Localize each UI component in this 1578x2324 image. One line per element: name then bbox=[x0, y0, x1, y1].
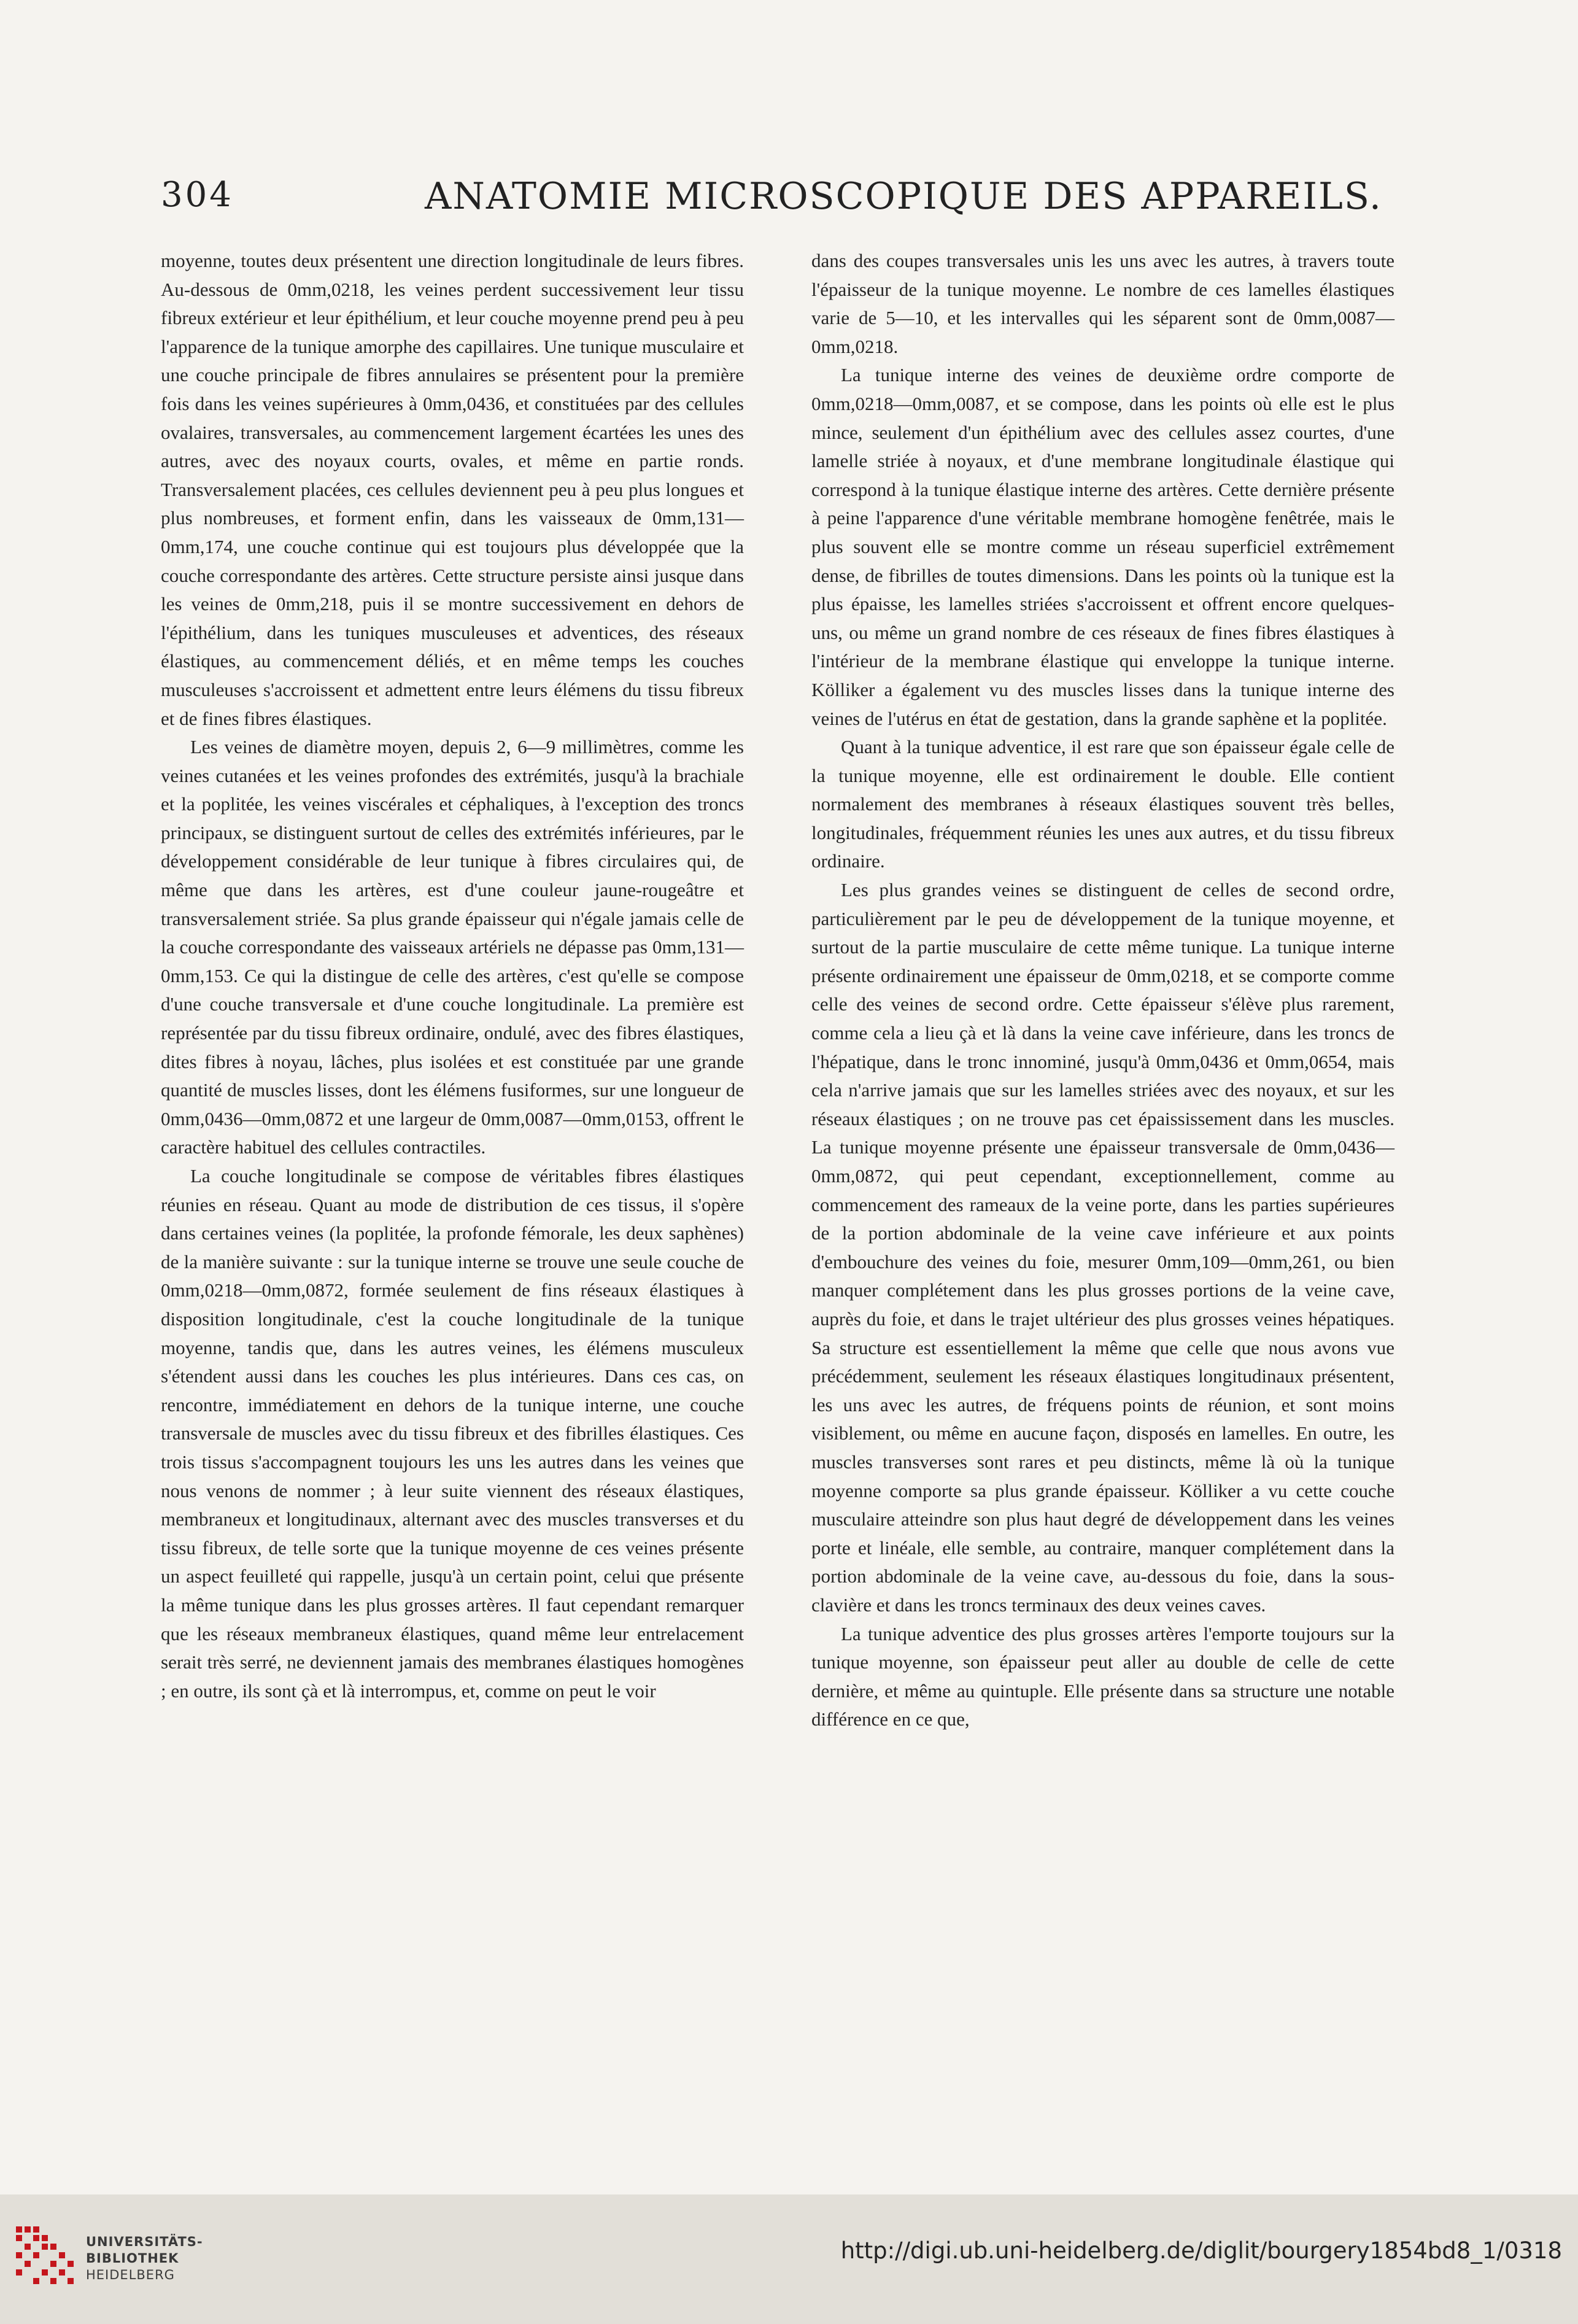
paragraph: dans des coupes transversales unis les uns avec les autres, à travers toute l'épaisseur de la tunique moyenne. Le nombre de ces lamelles élastiques varie de 5—10, et les intervalles qui les séparent sont de 0mm,0087—0mm,0218. bbox=[811, 250, 1394, 357]
paragraph: Quant à la tunique adventice, il est rare que son épaisseur égale celle de la tunique moyenne, elle est ordinairement le double. Elle contient normalement des membranes à réseaux élastiques souvent très belles, longitudinales, fréquemment réunies les unes aux autres, et du tissu fibreux ordinaire. bbox=[811, 736, 1394, 872]
page-header bbox=[161, 175, 1407, 236]
university-library-logo-icon bbox=[16, 2226, 79, 2289]
running-title: ANATOMIE MICROSCOPIQUE DES APPAREILS. bbox=[425, 175, 1382, 218]
left-column bbox=[161, 247, 744, 1705]
right-column bbox=[811, 247, 1394, 1734]
library-name-line: UNIVERSITÄTS- bbox=[86, 2234, 203, 2249]
library-name-line: BIBLIOTHEK bbox=[86, 2251, 179, 2266]
paragraph: Les veines de diamètre moyen, depuis 2, 6—9 millimètres, comme les veines cutanées et les veines profondes des extrémités, jusqu'à la brachiale et la poplitée, les veines viscérales et céphaliques, à l'exception des troncs principaux, se distinguent surtout de celles des extrémités inférieures, par le développement considérable de leur tunique à fibres circulaires qui, de même que dans les artères, est d'une couleur jaune-rougeâtre et transversalement striée. Sa plus grande épaisseur qui n'égale jamais celle de la couche correspondante des vaisseaux artériels ne dépasse pas 0mm,131—0mm,153. Ce qui la distingue de celle des artères, c'est qu'elle se compose d'une couche transversale et d'une couche longitudinale. La première est représentée par du tissu fibreux ordinaire, ondulé, avec des fibres élastiques, dites fibres à noyau, lâches, plus isolées et est constituée par une grande quantité de muscles lisses, dont les élémens fusiformes, sur une longueur de 0mm,0436—0mm,0872 et une largeur de 0mm,0087—0mm,0153, offrent le caractère habituel des cellules contractiles. bbox=[161, 736, 744, 1158]
paragraph: Les plus grandes veines se distinguent de celles de second ordre, particulièrement par le peu de développement de la tunique moyenne, et surtout de la partie musculaire de cette même tunique. La tunique interne présente ordinairement une épaisseur de 0mm,0218, et se comporte comme celle des veines de second ordre. Cette épaisseur s'élève plus rarement, comme cela a lieu çà et là dans la veine cave inférieure, dans les troncs de l'hépatique, dans le tronc innominé, jusqu'à 0mm,0436 et 0mm,0654, mais cela n'arrive jamais que sur les lamelles striées avec des noyaux, et sur les réseaux élastiques ; on ne trouve pas cet épaississement dans les muscles. La tunique moyenne présente une épaisseur transversale de 0mm,0436—0mm,0872, qui peut cependant, exceptionnellement, comme au commencement des rameaux de la veine porte, dans les parties supérieures de la portion abdominale de la veine cave inférieure et aux points d'embouchure des veines du foie, mesurer 0mm,109—0mm,261, ou bien manquer complétement dans les plus grosses portions de la veine cave, auprès du foie, et dans le trajet ultérieur des plus grosses veines hépatiques. Sa structure est essentiellement la même que celle que nous avons vue précédemment, seulement les réseaux élastiques longitudinaux présentent, les uns avec les autres, de fréquens points de réunion, et sont moins visiblement, ou même en aucune façon, disposés en lamelles. En outre, les muscles transverses sont rares et peu distincts, même là où la tunique moyenne comporte sa plus grande épaisseur. Kölliker a vu cette couche musculaire atteindre son plus haut degré de développement dans les veines porte et linéale, elle semble, au contraire, manquer complétement dans la portion abdominale de la veine cave, au-dessous du foie, dans la sous-clavière et dans les troncs terminaux des deux veines caves. bbox=[811, 879, 1394, 1616]
paragraph: La tunique adventice des plus grosses artères l'emporte toujours sur la tunique moyenne, son épaisseur peut aller au double de celle de cette dernière, et même au quintuple. Elle présente dans sa structure une notable différence en ce que, bbox=[811, 1622, 1394, 1730]
source-url-link[interactable]: http://digi.ub.uni-heidelberg.de/diglit/bourgery1854bd8_1/0318 bbox=[840, 2237, 1562, 2264]
paragraph: moyenne, toutes deux présentent une direction longitudinale de leurs fibres. Au-dessous de 0mm,0218, les veines perdent successivement leur tissu fibreux extérieur et leur épithélium, et leur couche moyenne prend peu à peu l'apparence de la tunique amorphe des capillaires. Une tunique musculaire et une couche principale de fibres annulaires se présentent pour la première fois dans les veines supérieures à 0mm,0436, et constituées par des cellules ovalaires, transversales, au commencement largement écartées les unes des autres, avec des noyaux courts, ovales, et même en partie ronds. Transversalement placées, ces cellules deviennent peu à peu plus longues et plus nombreuses, et forment enfin, dans les vaisseaux de 0mm,131—0mm,174, une couche continue qui est toujours plus développée que la couche correspondante des artères. Cette structure persiste ainsi jusque dans les veines de 0mm,218, puis il se montre successivement en dehors de l'épithélium, dans les tuniques musculeuses et adventices, des réseaux élastiques, au commencement déliés, et en même temps les couches musculeuses s'accroissent et admettent entre leurs élémens du tissu fibreux et de fines fibres élastiques. bbox=[161, 250, 744, 729]
paragraph: La couche longitudinale se compose de véritables fibres élastiques réunies en réseau. Quant au mode de distribution de ces tissus, il s'opère dans certaines veines (la poplitée, la profonde fémorale, les deux saphènes) de la manière suivante : sur la tunique interne se trouve une seule couche de 0mm,0218—0mm,0872, formée seulement de fins réseaux élastiques à disposition longitudinale, c'est la couche longitudinale de la tunique moyenne, tandis que, dans les autres veines, les élémens musculeux s'étendent aussi dans les couches les plus intérieures. Dans ces cas, on rencontre, immédiatement en dehors de la tunique interne, une couche transversale de muscles avec du tissu fibreux et des fibrilles élastiques. Ces trois tissus s'accompagnent toujours les uns les autres dans les veines que nous venons de nommer ; à leur suite viennent des réseaux élastiques, membraneux et longitudinaux, alternant avec des muscles transverses et du tissu fibreux, de telle sorte que la tunique moyenne de ces veines présente un aspect feuilleté qui rappelle, jusqu'à un certain point, celui que présente la même tunique dans les plus grosses artères. Il faut cependant remarquer que les réseaux membraneux élastiques, quand même leur entrelacement serait très serré, ne deviennent jamais des membranes élastiques homogènes ; en outre, ils sont çà et là interrompus, et, comme on peut le voir bbox=[161, 1165, 744, 1702]
paragraph: La tunique interne des veines de deuxième ordre comporte de 0mm,0218—0mm,0087, et se compose, dans les points où elle est le plus mince, seulement d'un épithélium avec des cellules assez courtes, d'une lamelle striée à noyaux, et d'une membrane longitudinale élastique qui correspond à la tunique élastique interne des artères. Cette dernière présente à peine l'apparence d'une véritable membrane homogène fenêtrée, mais le plus souvent elle se montre comme un réseau superficiel extrêmement dense, de fibrilles de toutes dimensions. Dans les points où la tunique est la plus épaisse, les lamelles striées s'accroissent et offrent encore quelques-uns, ou même un grand nombre de ces réseaux de fines fibres élastiques à l'intérieur de la membrane élastique qui enveloppe la tunique interne. Kölliker a également vu des muscles lisses dans la tunique interne des veines de l'utérus en état de gestation, dans la grande saphène et la poplitée. bbox=[811, 364, 1394, 729]
library-name bbox=[86, 2234, 203, 2283]
digitization-footer bbox=[0, 2194, 1578, 2324]
page-number: 304 bbox=[161, 175, 234, 215]
library-name-line: HEIDELBERG bbox=[86, 2268, 175, 2282]
